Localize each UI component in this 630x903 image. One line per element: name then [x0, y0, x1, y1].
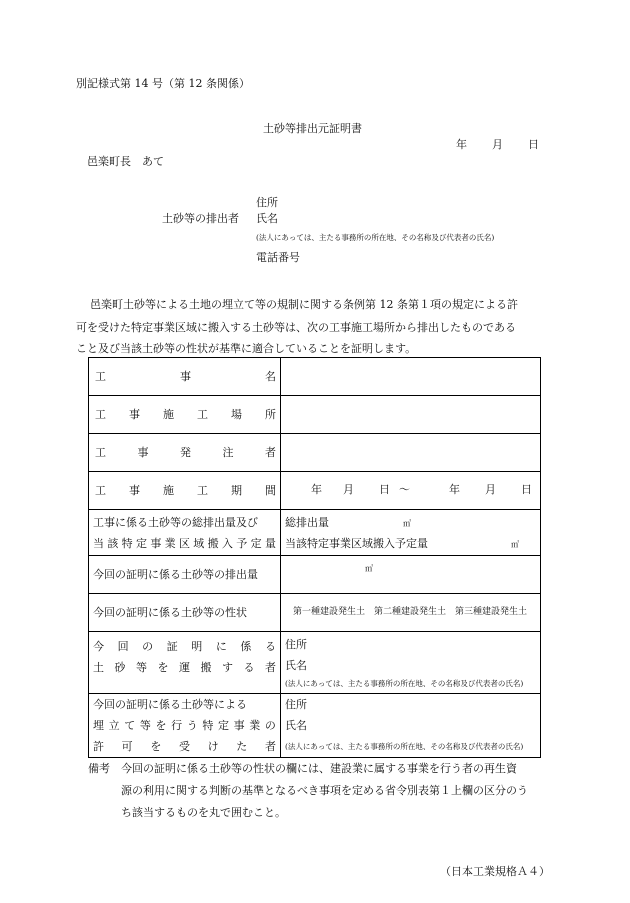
body-text-line-3: こと及び当該土砂等の性状が基準に適合していることを証明します。 [76, 342, 417, 355]
this-amount-value[interactable] [281, 556, 541, 594]
unit-m3: ㎥ [365, 563, 373, 573]
construction-name-value[interactable] [281, 358, 541, 396]
transporter-address-label: 住所 [285, 637, 307, 651]
paper-standard: （日本工業規格Ａ４） [440, 865, 550, 878]
body-text-line-2: 可を受けた特定事業区域に搬入する土砂等は、次の工事施工場所から排出したものである [76, 321, 516, 334]
transporter-note: (法人にあっては、主たる事務所の所在地、その名称及び代表者の氏名) [285, 678, 524, 688]
remarks-line-3: ち該当するものを丸で囲むこと。 [121, 806, 286, 819]
planned-import-label: 当該特定事業区域搬入予定量 [285, 536, 428, 550]
transporter-name-label: 氏名 [285, 658, 307, 672]
unit-m3: ㎥ [511, 539, 519, 549]
document-title: 土砂等排出元証明書 [263, 122, 362, 135]
period-tilde: ～ [399, 482, 410, 496]
row-orderer [89, 434, 541, 472]
date-month: 月 [492, 138, 503, 151]
orderer-label: 工 事 発 注 者 [95, 446, 276, 459]
total-amount-label: 工事に係る土砂等の総排出量及び 当 該 特 定 事 業 区 域 搬 入 予 定 量 [93, 515, 276, 550]
row-this-amount [89, 556, 541, 594]
row-transporter [89, 632, 541, 694]
nature-options: 第一種建設発生土 第二種建設発生土 第三種建設発生土 [293, 607, 528, 617]
permit-holder-note: (法人にあっては、主たる事務所の所在地、その名称及び代表者の氏名) [285, 742, 524, 751]
certificate-table [88, 357, 541, 758]
applicant-name-label: 氏名 [256, 212, 278, 225]
period-day-1: 日 [379, 482, 390, 496]
row-construction-site [89, 396, 541, 434]
applicant-address-label: 住所 [256, 196, 278, 209]
permit-holder-label: 今回の証明に係る土砂等による 埋 立 て 等 を 行 う 特 定 事 業 の 許 可 を 受 け た 者 [93, 698, 276, 753]
permit-holder-value[interactable] [281, 694, 541, 758]
permit-holder-address-label: 住所 [285, 698, 307, 711]
permit-holder-name-label: 氏名 [285, 719, 307, 732]
addressee: 邑楽町長 あて [87, 155, 164, 168]
total-amount-value[interactable] [281, 510, 541, 556]
total-discharge-label: 総排出量 [285, 515, 329, 529]
transporter-value[interactable] [281, 632, 541, 694]
construction-site-value[interactable] [281, 396, 541, 434]
date-day: 日 [528, 138, 539, 151]
construction-site-label: 工 事 施 工 場 所 [95, 408, 276, 421]
applicant-role-label: 土砂等の排出者 [162, 212, 239, 225]
period-month-1: 月 [343, 482, 354, 496]
period-day-2: 日 [521, 482, 532, 496]
nature-label: 今回の証明に係る土砂等の性状 [93, 606, 247, 619]
period-year-1: 年 [311, 482, 322, 496]
row-total-amount [89, 510, 541, 556]
this-amount-label: 今回の証明に係る土砂等の排出量 [93, 568, 258, 581]
body-text-line-1: 邑楽町土砂等による土地の埋立て等の規制に関する条例第 12 条第１項の規定による許 [90, 298, 518, 311]
period-year-2: 年 [449, 482, 460, 496]
row-permit-holder [89, 694, 541, 758]
orderer-value[interactable] [281, 434, 541, 472]
form-number: 別記様式第 14 号（第 12 条関係） [76, 77, 250, 90]
applicant-phone-label: 電話番号 [256, 251, 300, 264]
row-nature [89, 594, 541, 632]
row-construction-name [89, 358, 541, 396]
nature-value[interactable] [281, 594, 541, 632]
period-month-2: 月 [485, 482, 496, 496]
construction-period-label: 工 事 施 工 期 間 [95, 484, 276, 497]
remarks-line-1: 備考 今回の証明に係る土砂等の性状の欄には、建設業に属する事業を行う者の再生資 [88, 762, 517, 775]
construction-period-value[interactable] [281, 472, 541, 510]
remarks-line-2: 源の利用に関する判断の基準となるべき事項を定める省令別表第１上欄の区分のう [121, 784, 528, 797]
unit-m3: ㎥ [403, 518, 411, 528]
construction-name-label: 工 事 名 [95, 370, 276, 383]
date-year: 年 [456, 138, 467, 151]
transporter-label: 今 回 の 証 明 に 係 る 土 砂 等 を 運 搬 す る 者 [93, 639, 276, 674]
applicant-note: (法人にあっては、主たる事務所の所在地、その名称及び代表者の氏名) [256, 233, 495, 242]
row-construction-period [89, 472, 541, 510]
